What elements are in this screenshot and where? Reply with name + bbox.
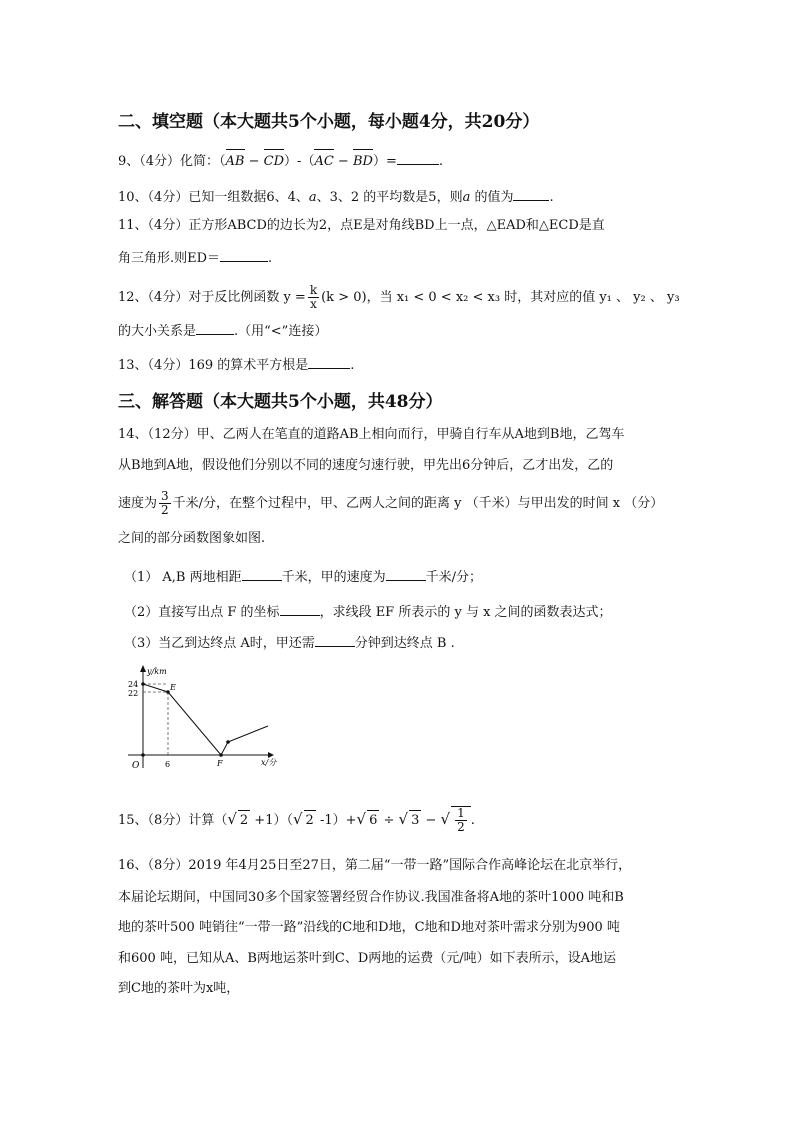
question-16-line-5: 到C地的茶叶为x吨，: [118, 981, 240, 996]
tick-label-22: 22: [128, 689, 139, 698]
q14-line3-prefix: 速度为: [118, 496, 158, 511]
fraction-numerator: 1: [457, 806, 465, 820]
sqrt-3: 3: [409, 810, 421, 831]
radical-sign: √: [356, 810, 367, 828]
segment-ef: [168, 692, 221, 755]
y-axis-arrow: [140, 665, 146, 672]
question-14-line-1: 14、（12分）甲、乙两人在笔直的道路AB上相向而行，甲骑自行车从A地到B地，乙驾车: [118, 427, 625, 442]
sqrt-2: 2: [304, 810, 316, 831]
q11-line2-prefix: 角三角形.则ED＝: [118, 251, 221, 266]
question-14-part-3: [124, 632, 455, 654]
fraction-numerator: k: [309, 283, 318, 297]
fraction-denominator: x: [310, 297, 317, 311]
tick-label-6: 6: [165, 760, 171, 769]
answer-blank: [242, 566, 282, 581]
q14-sub3-prefix: （3）当乙到达终点 A时，甲还需: [124, 636, 315, 651]
point-e-label: E: [170, 683, 176, 692]
point-start: [141, 682, 145, 686]
question-16-line-1: 16、（8分）2019 年4月25日至27日，第二届“一带一路”国际合作高峰论坛在北京举行，: [118, 858, 632, 873]
point-f-label: F: [217, 759, 223, 768]
q9-mid: ）-（: [284, 154, 315, 169]
radical-sign: √: [292, 810, 303, 828]
question-10: 10、（4分）已知一组数据6、4、a、3、2 的平均数是5，则a 的值为 .: [118, 186, 554, 208]
sqrt-6: 6: [367, 810, 379, 831]
q14-sub2-suffix: ，求线段 EF 所表示的 y 与 x 之间的函数表达式；: [319, 605, 612, 620]
question-11-line-2: 角三角形.则ED＝ .: [118, 247, 272, 269]
q15-part-3: ÷: [379, 813, 399, 828]
y-axis-label: y/km: [147, 667, 167, 676]
answer-blank: [280, 601, 320, 616]
sqrt-one-half: [451, 806, 471, 834]
q12-line2-prefix: 的大小关系是: [118, 324, 197, 339]
vector-ab: AB: [226, 152, 245, 172]
question-14-line-2: 从B地到A地，假设他们分别以不同的速度匀速行驶，甲先出6分钟后，乙才出发，乙的: [118, 458, 614, 473]
question-12-line-2: [118, 320, 327, 342]
q10-suffix: 的值为: [470, 190, 514, 205]
fraction-one-half: [455, 807, 467, 834]
fraction-denominator: 2: [457, 820, 465, 834]
q14-sub3-suffix: 分钟到达终点 B .: [354, 636, 455, 651]
vector-ac: AC: [314, 152, 333, 172]
q12-prefix: 12、（4分）对于反比例函数 y =: [118, 290, 306, 305]
tick-label-24: 24: [128, 680, 139, 689]
distance-time-graph: [118, 660, 288, 772]
q15-part-1: +1）（: [250, 813, 293, 828]
fraction-numerator: 3: [161, 489, 169, 503]
question-14-line-4: 之间的部分函数图象如图.: [118, 531, 266, 546]
question-14-part-2: [124, 601, 612, 623]
answer-blank: [513, 186, 549, 201]
fraction-k-over-x: [308, 284, 319, 311]
vector-cd: CD: [264, 152, 284, 172]
q10-prefix: 10、（4分）已知一组数据6、4、: [118, 190, 309, 205]
question-16-line-3: 地的茶叶500 吨销往“一带一路”沿线的C地和D地，C地和D地对茶叶需求分别为900 吨: [118, 920, 620, 935]
point-origin: [141, 753, 145, 757]
q9-suffix: ）=: [372, 154, 397, 169]
question-14-part-1: [124, 566, 482, 588]
question-12-line-1: [118, 284, 680, 311]
section-heading-fill-in: 二、填空题（本大题共5个小题，每小题4分，共20分）: [118, 112, 540, 132]
radical-sign: √: [227, 810, 237, 828]
point-turn: [226, 740, 230, 744]
fraction-denominator: 2: [161, 503, 169, 517]
answer-blank: [397, 150, 439, 165]
q14-line3-suffix: 千米/分，在整个过程中，甲、乙两人之间的距离 y （千米）与甲出发的时间 x （分）: [172, 496, 664, 511]
q9-prefix: 9、（4分）化简：（: [118, 154, 226, 169]
answer-blank: [196, 320, 234, 335]
question-15: [118, 806, 475, 834]
var-a: a: [462, 190, 471, 205]
q15-part-2: -1）+: [315, 813, 357, 828]
answer-blank: [386, 566, 426, 581]
q15-part-4: −: [421, 813, 441, 828]
answer-blank: [220, 247, 268, 262]
q9-minus-2: −: [333, 154, 353, 169]
answer-blank: [308, 354, 350, 369]
q14-sub1-prefix: （1） A,B 两地相距: [124, 570, 242, 585]
question-16-line-4: 和600 吨，已知从A、B两地运茶叶到C、D两地的运费（元/吨）如下表所示，设A地运: [118, 951, 617, 966]
question-9: 9、（4分）化简：（AB − CD）-（AC − BD）= .: [118, 150, 443, 172]
question-16-line-2: 本届论坛期间，中国同30多个国家签署经贸合作协议.我国准备将A地的茶叶1000 吨和B: [118, 890, 624, 905]
q14-sub2-prefix: （2）直接写出点 F 的坐标: [124, 605, 280, 620]
section-heading-answer: 三、解答题（本大题共5个小题，共48分）: [118, 392, 443, 412]
var-a: a: [308, 190, 317, 205]
graph-segment-1: [143, 684, 168, 692]
q14-sub1-mid: 千米，甲的速度为: [281, 570, 386, 585]
question-13: 13、（4分）169 的算术平方根是 .: [118, 354, 354, 376]
q13-prefix: 13、（4分）169 的算术平方根是: [118, 358, 309, 373]
q12-mid: ，当 x₁ < 0 < x₂ < x₃ 时，其对应的值 y₁ 、 y₂ 、 y₃: [366, 290, 680, 305]
vector-bd: BD: [353, 152, 373, 172]
q12-line2-suffix: .（用“<”连接）: [234, 324, 328, 339]
radical-sign: √: [440, 810, 451, 828]
q15-end: .: [470, 813, 475, 828]
q10-mid: 、3、2 的平均数是5，则: [316, 190, 463, 205]
q14-sub1-suffix: 千米/分；: [425, 570, 483, 585]
sqrt-2: 2: [238, 810, 250, 831]
q15-prefix: 15、（8分）计算（: [118, 813, 228, 828]
graph-segment-4: [228, 726, 268, 742]
question-14-line-3: [118, 490, 663, 517]
question-11-line-1: 11、（4分）正方形ABCD的边长为2，点E是对角线BD上一点，△EAD和△ECD是直: [118, 218, 605, 233]
answer-blank: [315, 632, 355, 647]
q9-minus-1: −: [244, 154, 264, 169]
radical-sign: √: [398, 810, 409, 828]
graph-segment-3: [221, 742, 228, 755]
point-f: [219, 753, 223, 757]
q12-condition: (k > 0): [321, 290, 367, 305]
origin-label: O: [132, 761, 140, 771]
x-axis-label: x/分: [261, 758, 277, 767]
fraction-three-halves: [159, 490, 171, 517]
